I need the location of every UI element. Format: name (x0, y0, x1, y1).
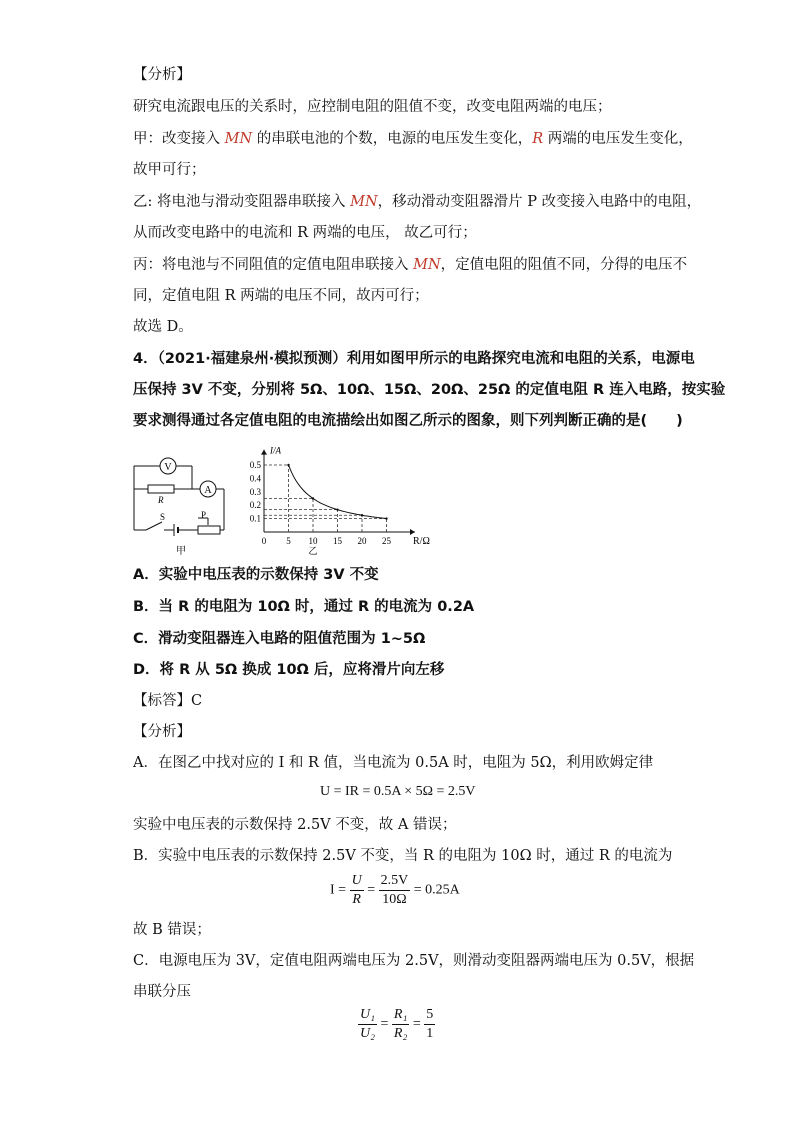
y-tick-label: 0.2 (249, 500, 261, 511)
equation-ratio: $\frac{\text{U₁}}{\text{U₂}}$ = $\frac{\text{R₁}}{\text{R₂}}$ = $\frac{5}{1}$ (360, 1007, 434, 1041)
question-line: 4．（2021·福建泉州·模拟预测）利用如图甲所示的电路探究电流和电阻的关系，电源电 (133, 351, 695, 367)
answer-b-conclusion: 故 B 错误； (133, 922, 211, 938)
analysis-jia-line: 甲：改变接入 MN 的串联电池的个数，电源的电压发生变化，R 两端的电压发生变化， (133, 131, 693, 147)
x-tick-label: 20 (357, 536, 367, 546)
data-point (361, 514, 363, 516)
current-resistance-graph (238, 440, 430, 558)
analysis-line: 研究电流跟电压的关系时，应控制电阻的阻值不变，改变电阻两端的电压； (133, 99, 612, 115)
y-tick-label: 0.1 (249, 513, 261, 524)
analysis-line: 故选 D。 (133, 319, 193, 335)
option-d: D．将 R 从 5Ω 换成 10Ω 后，应将滑片向左移 (133, 662, 445, 678)
analysis-bing-line: 丙：将电池与不同阻值的定值电阻串联接入 MN，定值电阻的阻值不同，分得的电压不 (133, 257, 688, 273)
svg-text:P: P (201, 510, 207, 520)
analysis-line: 同，定值电阻 R 两端的电压不同，故丙可行； (133, 288, 429, 304)
analysis-line: 故甲可行； (133, 162, 206, 178)
svg-text:R: R (158, 495, 164, 505)
x-arrow (410, 529, 415, 535)
y-tick-label: 0.4 (249, 473, 261, 484)
answer-a-line: A．在图乙中找对应的 I 和 R 值，当电流为 0.5A 时，电阻为 5Ω，利用欧姆定律 (133, 755, 654, 771)
data-point (287, 464, 289, 466)
answer-c-line: 串联分压 (133, 984, 191, 1000)
data-point (336, 508, 338, 510)
x-tick-label: 10 (308, 536, 318, 546)
graph-caption: 乙 (308, 546, 318, 556)
data-point (385, 517, 387, 519)
circuit-diagram (128, 452, 238, 562)
question-line: 要求测得通过各定值电阻的电流描绘出如图乙所示的图象，则下列判断正确的是( ) (133, 413, 683, 429)
option-c: C．滑动变阻器连入电路的阻值范围为 1~5Ω (133, 631, 426, 647)
analysis-yi-line: 乙: 将电池与滑动变阻器串联接入 MN，移动滑动变阻器滑片 P 改变接入电路中的电阻， (133, 194, 702, 210)
analysis-line: 从而改变电路中的电流和 R 两端的电压， 故乙可行； (133, 225, 477, 241)
data-point (312, 497, 314, 499)
answer-analysis-heading: 【分析】 (133, 724, 191, 740)
option-b: B．当 R 的电阻为 10Ω 时，通过 R 的电流为 0.2A (133, 599, 475, 615)
answer-label: 【标答】C (133, 693, 203, 709)
option-a: A．实验中电压表的示数保持 3V 不变 (133, 567, 379, 583)
answer-c-line: C．电源电压为 3V，定值电阻两端电压为 2.5V，则滑动变阻器两端电压为 0.5V，根据 (133, 953, 695, 969)
svg-text:V: V (164, 462, 172, 473)
equation-current: I = $\frac{U}{R}$ = $\frac{2.5V}{10\Omega}$ = 0.25A (330, 873, 460, 907)
analysis-heading: 【分析】 (133, 67, 191, 83)
x-tick-label: 5 (286, 536, 291, 546)
svg-text:A: A (204, 485, 212, 496)
x-tick-label: 25 (382, 536, 391, 546)
y-axis-label: I/A (270, 445, 281, 456)
answer-a-conclusion: 实验中电压表的示数保持 2.5V 不变，故 A 错误； (133, 817, 457, 833)
x-tick-label: 0 (261, 536, 267, 546)
answer-b-line: B．实验中电压表的示数保持 2.5V 不变，当 R 的电阻为 10Ω 时，通过 R 的电流为 (133, 848, 673, 864)
x-axis-label: R/Ω (413, 536, 430, 547)
y-tick-label: 0.5 (249, 460, 261, 470)
equation-ohm: U = IR = 0.5A × 5Ω = 2.5V (320, 784, 476, 799)
svg-text:甲: 甲 (176, 546, 186, 557)
question-line: 压保持 3V 不变，分别将 5Ω、10Ω、15Ω、20Ω、25Ω 的定值电阻 R 连入电路，按实验 (133, 382, 726, 398)
svg-text:S: S (160, 512, 166, 522)
y-tick-label: 0.3 (249, 486, 261, 497)
y-arrow (261, 450, 267, 455)
x-tick-label: 15 (333, 536, 342, 546)
